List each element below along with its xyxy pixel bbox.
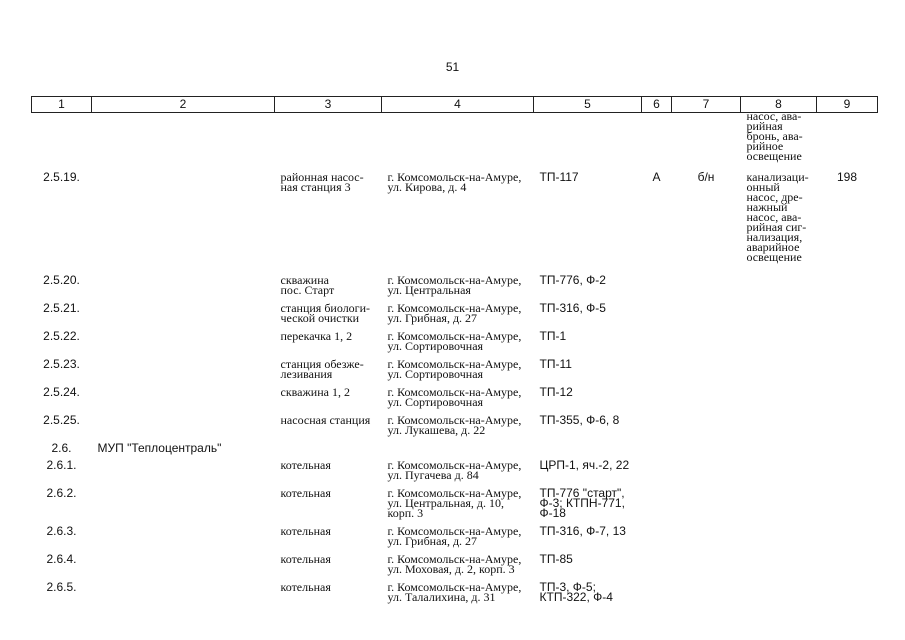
equipment-table — [31, 96, 878, 606]
power-cell — [817, 355, 878, 383]
address-cell: г. Комсомольск-на-Амуре, ул. Лукашева, д. 22 — [387, 413, 522, 437]
address-cell: г. Комсомольск-на-Амуре, ул. Грибная, д. 27 — [387, 301, 522, 325]
row-number-cell: 2.5.25. — [43, 413, 80, 427]
number-cell — [672, 550, 741, 578]
number-cell: б/н — [697, 170, 715, 184]
substation-cell: ТП-11 — [539, 357, 572, 371]
table-row — [32, 484, 878, 522]
substation-cell — [534, 439, 642, 456]
address-cell: г. Комсомольск-на-Амуре, ул. Сортировочная — [387, 385, 522, 409]
category-cell — [642, 327, 672, 355]
equipment-cell — [741, 522, 817, 550]
power-cell — [817, 327, 878, 355]
substation-cell: ТП-1 — [539, 329, 567, 343]
equipment-cell — [741, 439, 817, 456]
substation-cell: ТП-12 — [539, 385, 573, 399]
row-number-cell: 2.6.5. — [46, 580, 77, 594]
row-number-cell: 2.5.20. — [43, 273, 80, 287]
organization-cell — [92, 522, 275, 550]
table-row — [32, 168, 878, 271]
equipment-cell — [741, 383, 817, 411]
table-row — [32, 327, 878, 355]
address-cell — [382, 439, 534, 456]
number-cell — [672, 484, 741, 522]
row-number-cell: 2.6.2. — [46, 486, 77, 500]
table-row — [32, 550, 878, 578]
organization-cell — [92, 327, 275, 355]
table-row — [32, 299, 878, 327]
row-number-cell: 2.5.22. — [43, 329, 80, 343]
equipment-cell — [741, 411, 817, 439]
category-cell: А — [652, 170, 661, 184]
header-cell-3: 3 — [275, 97, 382, 113]
equipment-cell — [741, 299, 817, 327]
number-cell — [672, 578, 741, 606]
substation-cell: ТП-117 — [539, 170, 579, 184]
header-cell-2: 2 — [92, 97, 275, 113]
row-number-cell: 2.5.24. — [43, 385, 80, 399]
organization-cell — [92, 456, 275, 484]
category-cell — [642, 411, 672, 439]
header-cell-1: 1 — [32, 97, 92, 113]
header-cell-4: 4 — [382, 97, 534, 113]
address-cell: г. Комсомольск-на-Амуре, ул. Грибная, д. 27 — [387, 524, 522, 548]
header-cell-5: 5 — [534, 97, 642, 113]
number-cell — [672, 299, 741, 327]
row-number-cell: 2.6.3. — [46, 524, 77, 538]
category-cell — [642, 271, 672, 299]
power-cell — [817, 411, 878, 439]
category-cell — [642, 484, 672, 522]
object-name-cell: котельная — [280, 486, 331, 500]
table-row — [32, 578, 878, 606]
object-name-cell: станция биологи- ческой очистки — [280, 301, 371, 325]
object-name-cell: котельная — [280, 552, 331, 566]
category-cell — [642, 456, 672, 484]
category-cell — [642, 299, 672, 327]
power-cell: 198 — [836, 170, 858, 184]
power-cell — [817, 383, 878, 411]
row-number-cell: 2.5.21. — [43, 301, 80, 315]
number-cell — [672, 522, 741, 550]
object-name-cell: котельная — [280, 524, 331, 538]
equipment-cell — [741, 355, 817, 383]
category-cell — [642, 550, 672, 578]
category-cell — [642, 578, 672, 606]
power-cell — [817, 456, 878, 484]
organization-cell — [92, 383, 275, 411]
row-number-cell: 2.6.1. — [46, 458, 77, 472]
category-cell — [642, 355, 672, 383]
organization-cell — [92, 484, 275, 522]
organization-cell: МУП "Теплоцентраль" — [97, 441, 222, 455]
address-cell: г. Комсомольск-на-Амуре, ул. Талалихина, д. 31 — [387, 580, 522, 604]
number-cell — [672, 271, 741, 299]
substation-cell: ТП-85 — [539, 552, 573, 566]
address-cell: г. Комсомольск-на-Амуре, ул. Центральная — [387, 273, 522, 297]
table-row — [32, 383, 878, 411]
continuation-equipment: насос, ава- рийная бронь, ава- рийное освещение — [746, 109, 803, 163]
object-name-cell — [275, 439, 382, 456]
substation-cell: ТП-776, Ф-2 — [539, 273, 606, 287]
number-cell — [672, 411, 741, 439]
address-cell: г. Комсомольск-на-Амуре, ул. Сортировочная — [387, 329, 522, 353]
number-cell — [672, 456, 741, 484]
equipment-cell — [741, 327, 817, 355]
row-number-cell: 2.6. — [51, 441, 72, 455]
address-cell: г. Комсомольск-на-Амуре, ул. Кирова, д. 4 — [387, 170, 522, 194]
equipment-cell: канализаци- онный насос, дре- нажный насос, ава- рийная сиг- нализация, аварийное освещение — [746, 170, 809, 264]
header-cell-7: 7 — [672, 97, 741, 113]
number-cell — [672, 383, 741, 411]
table-row — [32, 456, 878, 484]
organization-cell — [92, 550, 275, 578]
power-cell — [817, 299, 878, 327]
category-cell — [642, 383, 672, 411]
power-cell — [817, 522, 878, 550]
address-cell: г. Комсомольск-на-Амуре, ул. Центральная, д. 10, корп. 3 — [387, 486, 522, 520]
object-name-cell: перекачка 1, 2 — [280, 329, 353, 343]
row-number-cell: 2.6.4. — [46, 552, 77, 566]
number-cell — [672, 327, 741, 355]
category-cell — [642, 439, 672, 456]
row-number-cell: 2.5.19. — [43, 170, 80, 184]
organization-cell — [92, 168, 275, 271]
object-name-cell: котельная — [280, 458, 331, 472]
continuation-row — [32, 113, 878, 169]
object-name-cell: насосная станция — [280, 413, 371, 427]
power-cell — [817, 439, 878, 456]
row-number-cell: 2.5.23. — [43, 357, 80, 371]
category-cell — [642, 522, 672, 550]
object-name-cell: котельная — [280, 580, 331, 594]
substation-cell: ЦРП-1, яч.-2, 22 — [539, 458, 630, 472]
header-cell-6: 6 — [642, 97, 672, 113]
table-row — [32, 355, 878, 383]
substation-cell: ТП-3, Ф-5; КТП-322, Ф-4 — [539, 580, 613, 604]
organization-cell — [92, 271, 275, 299]
organization-cell — [92, 355, 275, 383]
power-cell — [817, 550, 878, 578]
object-name-cell: скважина пос. Старт — [280, 273, 335, 297]
power-cell — [817, 271, 878, 299]
table-row — [32, 522, 878, 550]
header-cell-8: 8 — [741, 97, 817, 113]
address-cell: г. Комсомольск-на-Амуре, ул. Пугачева д. 84 — [387, 458, 522, 482]
substation-cell: ТП-776 "старт", Ф-3; КТПН-771, Ф-18 — [539, 486, 625, 520]
substation-cell: ТП-316, Ф-7, 13 — [539, 524, 626, 538]
number-cell — [672, 355, 741, 383]
table-row — [32, 271, 878, 299]
page-number: 51 — [445, 60, 460, 74]
equipment-cell — [741, 456, 817, 484]
substation-cell: ТП-316, Ф-5 — [539, 301, 606, 315]
substation-cell: ТП-355, Ф-6, 8 — [539, 413, 620, 427]
object-name-cell: скважина 1, 2 — [280, 385, 350, 399]
organization-cell — [92, 299, 275, 327]
address-cell: г. Комсомольск-на-Амуре, ул. Сортировочная — [387, 357, 522, 381]
equipment-cell — [741, 484, 817, 522]
power-cell — [817, 484, 878, 522]
object-name-cell: районная насос- ная станция 3 — [280, 170, 364, 194]
header-cell-9: 9 — [817, 97, 878, 113]
number-cell — [672, 439, 741, 456]
organization-cell — [92, 578, 275, 606]
equipment-cell — [741, 578, 817, 606]
equipment-cell — [741, 550, 817, 578]
address-cell: г. Комсомольск-на-Амуре, ул. Моховая, д. 2, корп. 3 — [387, 552, 522, 576]
table-row — [32, 411, 878, 439]
organization-cell — [92, 411, 275, 439]
power-cell — [817, 578, 878, 606]
table-row — [32, 439, 878, 456]
equipment-cell — [741, 271, 817, 299]
object-name-cell: станция обезже- лезивания — [280, 357, 364, 381]
